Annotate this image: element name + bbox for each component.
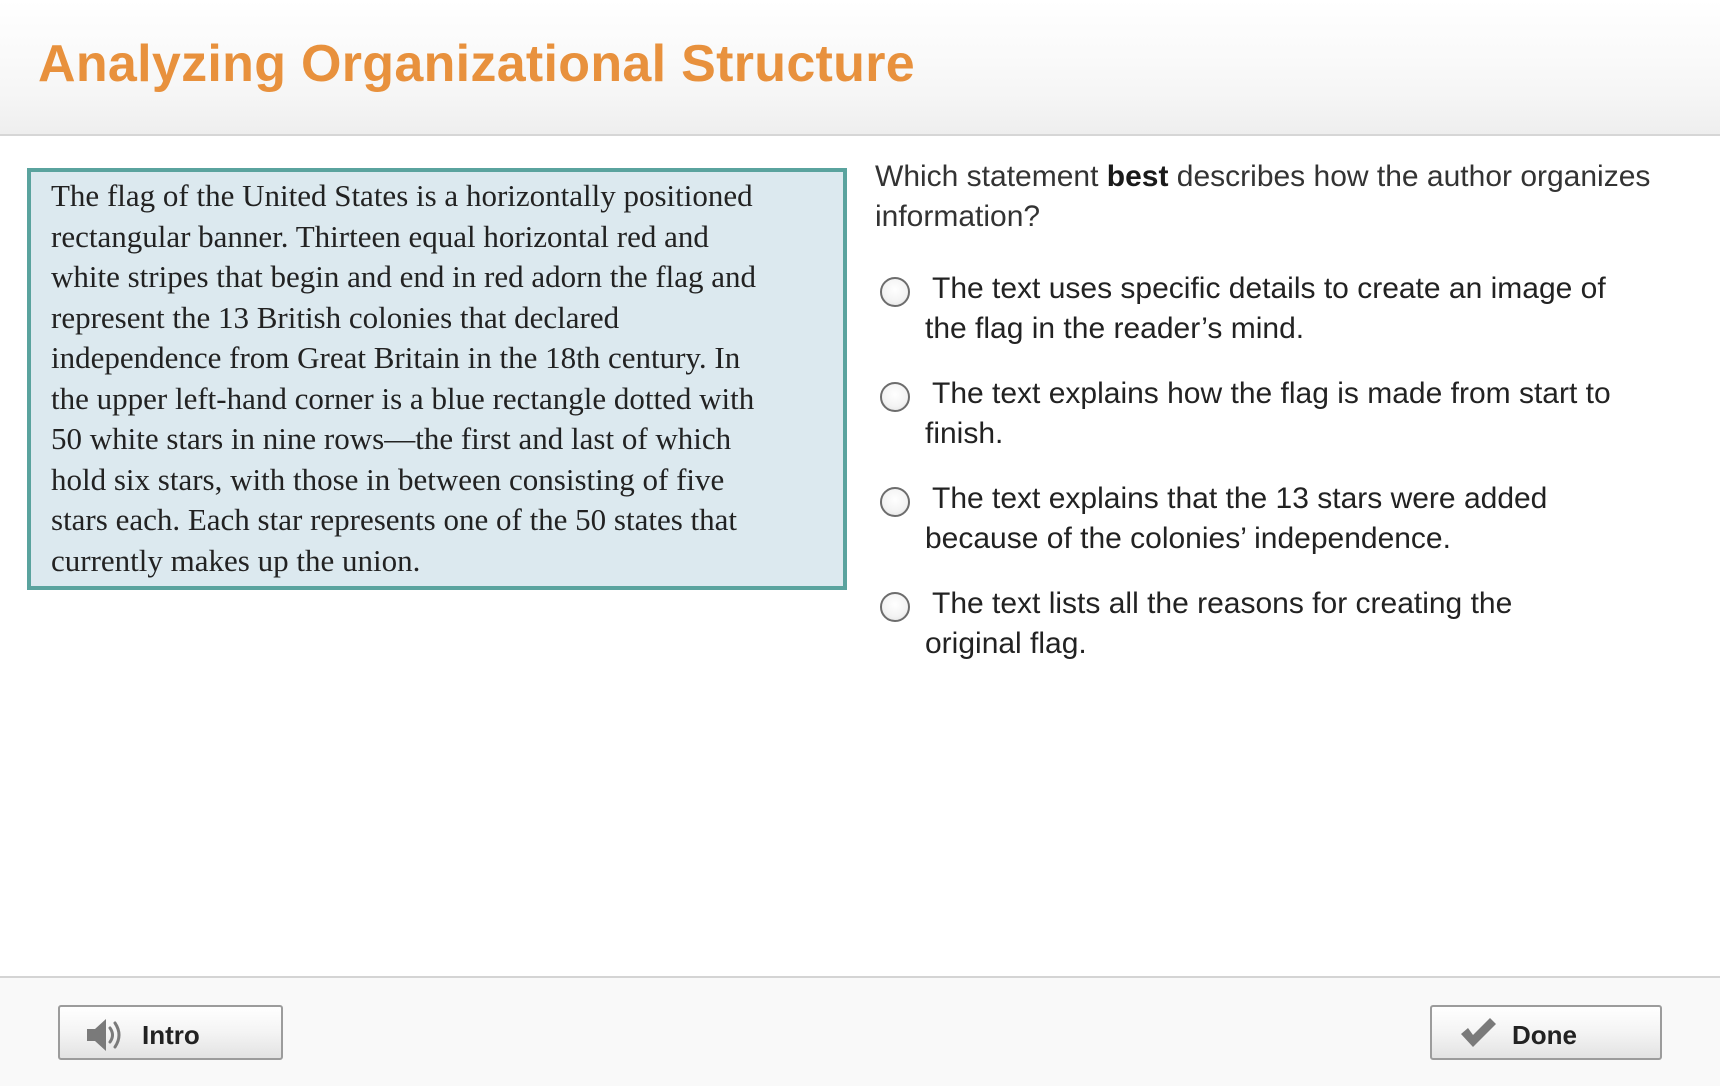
passage-line: 50 white stars in nine rows—the first and last of which [51, 421, 732, 456]
checkmark-icon [1458, 1015, 1498, 1056]
answer-option-text[interactable] [925, 269, 1665, 349]
answer-option-text[interactable] [925, 584, 1665, 664]
passage-line: white stripes that begin and end in red adorn the flag and [51, 259, 757, 294]
question-suffix: describes how the author organizes information? [875, 160, 1651, 233]
answer-option-text[interactable] [925, 479, 1665, 559]
answer-option-text[interactable] [925, 374, 1665, 454]
passage-line: rectangular banner. Thirteen equal horizontal red and [51, 218, 709, 254]
header-bar [0, 0, 1720, 136]
question-prompt [875, 157, 1695, 237]
passage-line: independence from Great Britain in the 18th century. In [51, 340, 741, 375]
done-button-label: Done [1512, 1020, 1577, 1050]
radio-button[interactable] [880, 592, 910, 622]
answer-line: The text explains that the 13 stars were added [932, 482, 1548, 515]
answer-line: finish. [925, 417, 1004, 450]
passage-line: currently makes up the union. [51, 542, 421, 578]
radio-button[interactable] [880, 277, 910, 307]
radio-button[interactable] [880, 382, 910, 412]
reading-passage [27, 168, 847, 590]
question-emphasis: best [1106, 160, 1169, 193]
radio-button[interactable] [880, 487, 910, 517]
answer-line: The text lists all the reasons for creating the [932, 587, 1513, 620]
answer-line: because of the colonies’ independence. [925, 522, 1451, 555]
passage-line: hold six stars, with those in between consisting of five [51, 461, 725, 497]
answer-line: original flag. [925, 627, 1087, 660]
passage-line: stars each. Each star represents one of the 50 states that [51, 502, 738, 537]
intro-button-label: Intro [142, 1020, 200, 1050]
speaker-icon [84, 1015, 128, 1060]
answer-line: The text uses specific details to create an image of [932, 272, 1606, 305]
passage-line: The flag of the United States is a horizontally positioned [51, 178, 753, 213]
question-prefix: Which statement [875, 160, 1107, 193]
passage-line: the upper left-hand corner is a blue rectangle dotted with [51, 380, 755, 416]
intro-button[interactable] [58, 1005, 283, 1060]
done-button[interactable] [1430, 1005, 1662, 1060]
page-title: Analyzing Organizational Structure [38, 35, 915, 93]
answer-line: the flag in the reader’s mind. [925, 312, 1305, 345]
answer-line: The text explains how the flag is made from start to [932, 377, 1611, 410]
passage-line: represent the 13 British colonies that declared [51, 299, 620, 335]
